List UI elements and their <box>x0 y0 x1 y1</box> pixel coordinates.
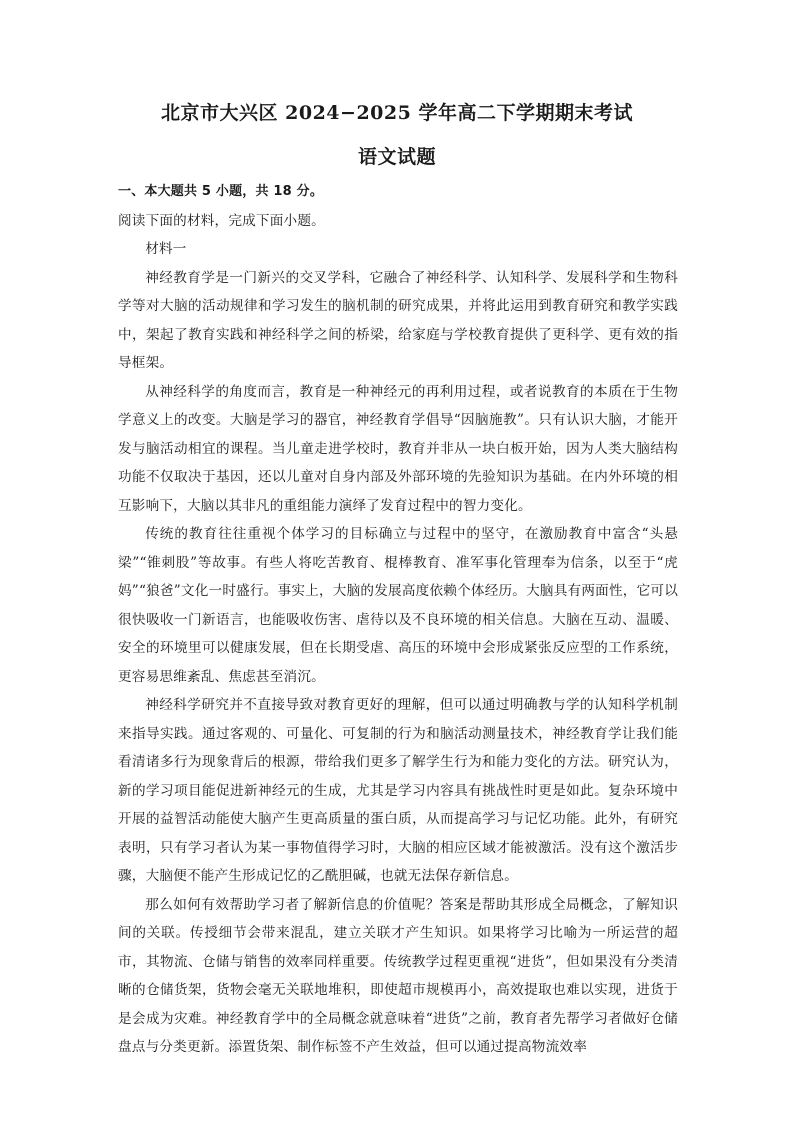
exam-title: 北京市大兴区 2024−2025 学年高二下学期期末考试 <box>161 102 633 124</box>
material-label: 材料一 <box>145 241 187 257</box>
document-body <box>118 178 678 1062</box>
paragraph: 从神经科学的角度而言，教育是一种神经元的再利用过程，或者说教育的本质在于生物学意义上的改变。大脑是学习的器官，神经教育学倡导“因脑施教”。只有认识大脑，才能开发与脑活动相宜的课程。当儿童走进学校时，教育并非从一块白板开始，因为人类大脑结构功能不仅取决于基因，还以儿童对自身内部及外部环境的先验知识为基础。在内外环境的相互影响下，大脑以其非凡的重组能力演绎了发育过程中的智力变化。 <box>118 383 678 514</box>
exam-subtitle: 语文试题 <box>357 146 436 168</box>
paragraph: 传统的教育往往重视个体学习的目标确立与过程中的坚守，在激励教育中富含“头悬梁”“锥刺股”等故事。有些人将吃苦教育、棍棒教育、准军事化管理奉为信条，以至于“虎妈”“狼爸”文化一时盛行。事实上，大脑的发展高度依赖个体经历。大脑具有两面性，它可以很快吸收一门新语言，也能吸收伤害、虐待以及不良环境的相关信息。大脑在互动、温暖、安全的环境里可以健康发展，但在长期受虐、高压的环境中会形成紧张反应型的工作系统，更容易思维紊乱、焦虑甚至消沉。 <box>118 526 678 685</box>
section-heading: 一、本大题共 5 小题，共 18 分。 <box>118 184 324 199</box>
paragraph: 神经教育学是一门新兴的交叉学科，它融合了神经科学、认知科学、发展科学和生物科学等对大脑的活动规律和学习发生的脑机制的研究成果，并将此运用到教育研究和教学实践中，架起了教育实践和神经科学之间的桥梁，给家庭与学校教育提供了更科学、更有效的指导框架。 <box>118 269 678 371</box>
paragraph: 神经科学研究并不直接导致对教育更好的理解，但可以通过明确教与学的认知科学机制来指导实践。通过客观的、可量化、可复制的行为和脑活动测量技术，神经教育学让我们能看清诸多行为现象背后的根源，带给我们更多了解学生行为和能力变化的方法。研究认为，新的学习项目能促进新神经元的生成，尤其是学习内容具有挑战性时更是如此。复杂环境中开展的益智活动能使大脑产生更高质量的蛋白质，从而提高学习与记忆功能。此外，有研究表明，只有学习者认为某一事物值得学习时，大脑的相应区域才能被激活。没有这个激活步骤，大脑便不能产生形成记忆的乙酰胆碱，也就无法保存新信息。 <box>118 697 678 884</box>
paragraph: 那么如何有效帮助学习者了解新信息的价值呢？答案是帮助其形成全局概念，了解知识间的关联。传授细节会带来混乱，建立关联才产生知识。如果将学习比喻为一所运营的超市，其物流、仓储与销售的效率同样重要。传统教学过程更重视“进货”，但如果没有分类清晰的仓储货架，货物会毫无关联地堆积，即使超市规模再小，高效提取也难以实现，进货于是会成为灾难。神经教育学中的全局概念就意味着“进货”之前，教育者先帮学习者做好仓储盘点与分类更新。添置货架、制作标签不产生效益，但可以通过提高物流效率 <box>118 896 678 1055</box>
instruction-text: 阅读下面的材料，完成下面小题。 <box>118 212 325 229</box>
